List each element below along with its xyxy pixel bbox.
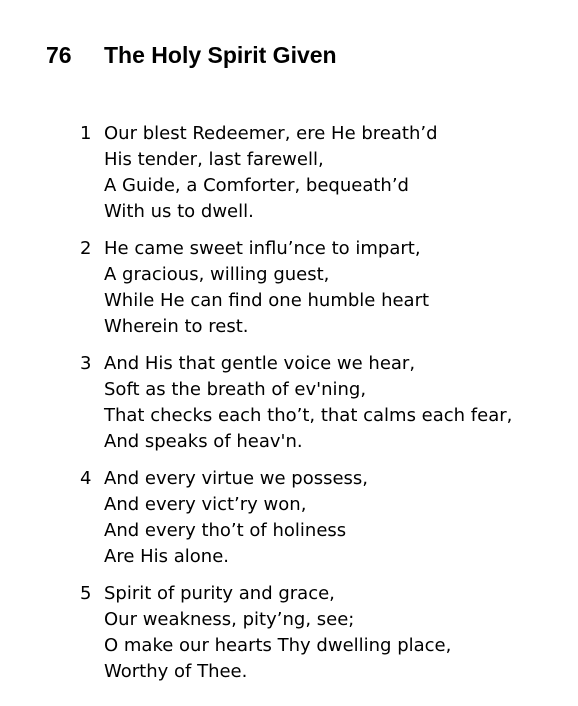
- verse-line: His tender, last farewell,: [104, 149, 324, 170]
- verse-lines: [104, 121, 560, 225]
- verse: [80, 236, 560, 340]
- verse-line: Spirit of purity and grace,: [104, 583, 335, 604]
- verse-line: That checks each tho’t, that calms each fear,: [104, 405, 513, 426]
- verse-line: Worthy of Thee.: [104, 661, 248, 682]
- hymn-header: [46, 40, 337, 70]
- verse-line: Wherein to rest.: [104, 316, 249, 337]
- verse-line: And every tho’t of holiness: [104, 520, 347, 541]
- verse-number: 3: [80, 353, 92, 374]
- verse-number: 1: [80, 123, 92, 144]
- verse-line: Our weakness, pity’ng, see;: [104, 609, 355, 630]
- verse-line: While He can find one humble heart: [104, 290, 430, 311]
- verse-number: 5: [80, 583, 92, 604]
- verse-lines: [104, 236, 560, 340]
- verse-line: A gracious, willing guest,: [104, 264, 330, 285]
- verse-list: [80, 121, 560, 696]
- verse: [80, 466, 560, 570]
- verse-line: A Guide, a Comforter, bequeath’d: [104, 175, 409, 196]
- verse-lines: [104, 581, 560, 685]
- verse-lines: [104, 466, 560, 570]
- verse-line: He came sweet influ’nce to impart,: [104, 238, 421, 259]
- verse-line: O make our hearts Thy dwelling place,: [104, 635, 452, 656]
- hymn-number: 76: [46, 42, 72, 68]
- verse-line: Soft as the breath of ev'ning,: [104, 379, 367, 400]
- verse: [80, 351, 560, 455]
- verse: [80, 581, 560, 685]
- verse-line: And His that gentle voice we hear,: [104, 353, 416, 374]
- verse-line: And every virtue we possess,: [104, 468, 369, 489]
- verse-line: And speaks of heav'n.: [104, 431, 303, 452]
- verse-line: And every vict’ry won,: [104, 494, 307, 515]
- verse-number: 2: [80, 238, 92, 259]
- hymn-title: The Holy Spirit Given: [104, 42, 337, 68]
- verse-number: 4: [80, 468, 92, 489]
- verse-line: Are His alone.: [104, 546, 229, 567]
- verse-line: Our blest Redeemer, ere He breath’d: [104, 123, 438, 144]
- verse-line: With us to dwell.: [104, 201, 254, 222]
- verse: [80, 121, 560, 225]
- verse-lines: [104, 351, 560, 455]
